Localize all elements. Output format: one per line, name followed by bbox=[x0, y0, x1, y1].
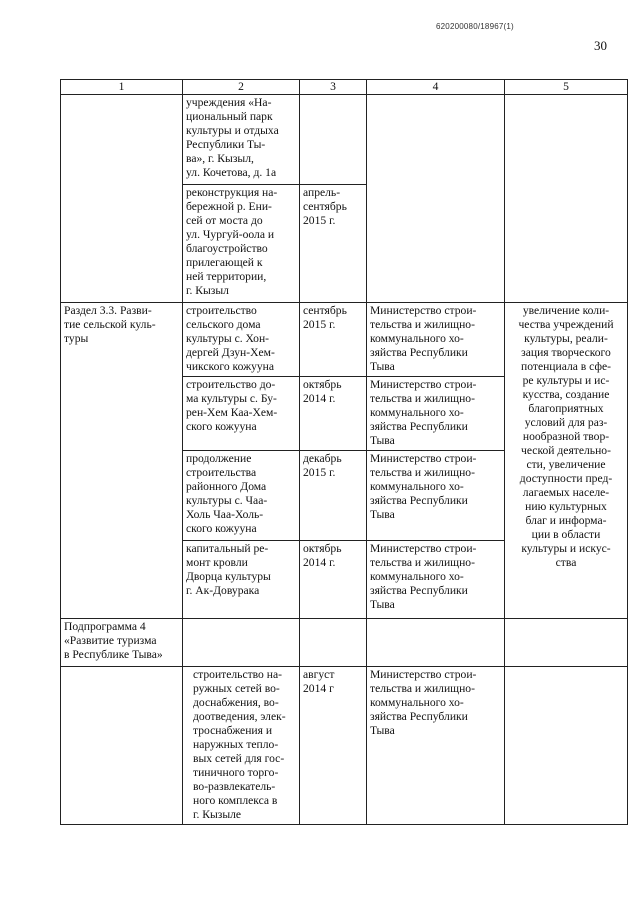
empty-cell bbox=[61, 667, 183, 825]
empty-cell bbox=[367, 95, 505, 303]
responsible-text: Министерство строи- тельства и жилищно- коммунального хо- зяйства Республики Тыва bbox=[370, 304, 477, 373]
deadline-text: декабрь 2015 г. bbox=[303, 452, 342, 479]
empty-cell bbox=[183, 619, 300, 667]
empty-cell bbox=[367, 619, 505, 667]
document-code: 620200080/18967(1) bbox=[436, 22, 514, 31]
responsible-text: Министерство строи- тельства и жилищно- коммунального хо- зяйства Республики Тыва bbox=[370, 668, 477, 737]
deadline-text: сентябрь 2015 г. bbox=[303, 304, 347, 331]
measure-text: строительство на- ружных сетей во- доснабжения, во- доотведения, элек- троснабжения и наружных тепло- вых сетей для гос- тиничного торго- во-развлекатель- ного комплекса в г. Кызыле bbox=[193, 668, 286, 821]
page-number: 30 bbox=[594, 38, 607, 53]
responsible-text: Министерство строи- тельства и жилищно- коммунального хо- зяйства Республики Тыва bbox=[370, 378, 477, 447]
measure-text: строительство сельского дома культуры с. Хон- дергей Дзун-Хем- чикского кожууна bbox=[186, 304, 275, 373]
empty-cell bbox=[61, 95, 183, 303]
responsible-text: Министерство строи- тельства и жилищно- коммунального хо- зяйства Республики Тыва bbox=[370, 452, 477, 521]
section-title: Раздел 3.3. Разви- тие сельской куль- туры bbox=[64, 304, 156, 345]
measure-text: капитальный ре- монт кровли Дворца культуры г. Ак-Довурака bbox=[186, 542, 271, 597]
table-row bbox=[61, 619, 628, 667]
empty-cell bbox=[300, 95, 367, 185]
deadline-text: август 2014 г bbox=[303, 668, 335, 695]
empty-cell bbox=[505, 667, 628, 825]
measure-text: реконструкция на- бережной р. Ени- сей от моста до ул. Чургуй-оола и благоустройство прилегающей к ней территории, г. Кызыл bbox=[186, 186, 278, 297]
table-row bbox=[61, 667, 628, 825]
program-table bbox=[60, 79, 628, 825]
empty-cell bbox=[300, 619, 367, 667]
deadline-text: апрель- сентябрь 2015 г. bbox=[303, 186, 347, 227]
empty-cell bbox=[505, 95, 628, 303]
column-number-row bbox=[61, 80, 628, 95]
measure-text: продолжение строительства районного Дома культуры с. Чаа- Холь Чаа-Холь- ского кожууна bbox=[186, 452, 268, 535]
measure-text: строительство до- ма культуры с. Бу- рен-Хем Каа-Хем- ского кожууна bbox=[186, 378, 278, 433]
deadline-text: октябрь 2014 г. bbox=[303, 542, 342, 569]
responsible-text: Министерство строи- тельства и жилищно- коммунального хо- зяйства Республики Тыва bbox=[370, 542, 477, 611]
expected-result-text: увеличение коли- чества учреждений культуры, реали- зация творческого потенциала в сфе- ре культуры и ис- кусства, создание благоприятных условий для раз- нообразной твор- ческой деятельно- сти, увеличение доступности пред- лагаемых населе- нию культурных благ и информа- ции в области культуры и искус- ства bbox=[518, 304, 614, 569]
deadline-text: октябрь 2014 г. bbox=[303, 378, 342, 405]
column-number: 3 bbox=[300, 80, 367, 95]
table-row bbox=[61, 95, 628, 185]
column-number: 4 bbox=[367, 80, 505, 95]
measure-text: учреждения «На- циональный парк культуры и отдыха Республики Ты- ва», г. Кызыл, ул. Кочетова, д. 1а bbox=[186, 96, 279, 179]
column-number: 5 bbox=[505, 80, 628, 95]
subprogram-title: Подпрограмма 4 «Развитие туризма в Республике Тыва» bbox=[64, 620, 163, 661]
column-number: 2 bbox=[183, 80, 300, 95]
column-number: 1 bbox=[61, 80, 183, 95]
empty-cell bbox=[505, 619, 628, 667]
table-row bbox=[61, 303, 628, 377]
